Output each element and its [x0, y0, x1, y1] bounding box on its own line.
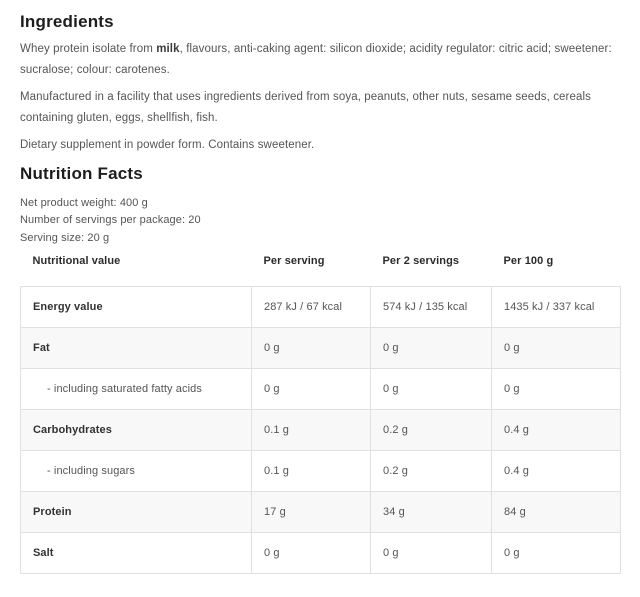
row-label-salt: Salt — [21, 532, 252, 573]
saturated-per-100-g: 0 g — [492, 368, 621, 409]
composition-text-suffix: , flavours, anti-caking agent: silicon dioxide; acidity regulator: citric acid; sweetener: sucralose; colour: carotenes. — [20, 43, 612, 76]
row-label-carbohydrates: Carbohydrates — [21, 409, 252, 450]
nutrition-table-header-row — [21, 255, 621, 287]
ingredients-title: Ingredients — [20, 12, 114, 31]
sugars-per-2-servings: 0.2 g — [371, 450, 492, 491]
energy-per-serving: 287 kJ / 67 kcal — [252, 286, 371, 327]
carbs-per-serving: 0.1 g — [252, 409, 371, 450]
fat-per-100-g: 0 g — [492, 327, 621, 368]
col-header-per-2-servings: Per 2 servings — [382, 254, 460, 267]
table-row-sugars — [21, 450, 621, 491]
table-row-salt — [21, 532, 621, 573]
composition-paragraph — [20, 39, 620, 81]
col-header-nutritional-value: Nutritional value — [32, 254, 121, 267]
row-label-sugars: - including sugars — [21, 450, 252, 491]
table-row-energy-value — [21, 286, 621, 327]
col-header-per-serving: Per serving — [263, 254, 325, 267]
salt-per-100-g: 0 g — [492, 532, 621, 573]
row-label-fat: Fat — [21, 327, 252, 368]
col-header-per-100-g: Per 100 g — [503, 254, 554, 267]
supplement-notice-paragraph: Dietary supplement in powder form. Contains sweetener. — [20, 139, 315, 151]
table-row-saturated-fatty-acids — [21, 368, 621, 409]
saturated-per-serving: 0 g — [252, 368, 371, 409]
protein-per-2-servings: 34 g — [371, 491, 492, 532]
ingredients-section — [20, 12, 620, 156]
saturated-per-2-servings: 0 g — [371, 368, 492, 409]
carbs-per-2-servings: 0.2 g — [371, 409, 492, 450]
protein-per-100-g: 84 g — [492, 491, 621, 532]
protein-per-serving: 17 g — [252, 491, 371, 532]
fat-per-2-servings: 0 g — [371, 327, 492, 368]
net-product-weight: Net product weight: 400 g — [20, 197, 148, 209]
nutrition-facts-section — [20, 164, 620, 574]
nutrition-table — [20, 255, 621, 574]
facility-notice-paragraph: Manufactured in a facility that uses ingredients derived from soya, peanuts, other nuts, sesame seeds, cereals containing gluten, eggs, shellfish, fish. — [20, 91, 591, 124]
carbs-per-100-g: 0.4 g — [492, 409, 621, 450]
table-row-protein — [21, 491, 621, 532]
row-label-saturated-fatty-acids: - including saturated fatty acids — [21, 368, 252, 409]
sugars-per-100-g: 0.4 g — [492, 450, 621, 491]
table-row-carbohydrates — [21, 409, 621, 450]
salt-per-serving: 0 g — [252, 532, 371, 573]
row-label-energy-value: Energy value — [21, 286, 252, 327]
sugars-per-serving: 0.1 g — [252, 450, 371, 491]
energy-per-100-g: 1435 kJ / 337 kcal — [492, 286, 621, 327]
fat-per-serving: 0 g — [252, 327, 371, 368]
table-row-fat — [21, 327, 621, 368]
allergen-milk-bold: milk — [156, 43, 180, 55]
servings-per-package: Number of servings per package: 20 — [20, 214, 201, 227]
nutrition-facts-title: Nutrition Facts — [20, 164, 143, 183]
salt-per-2-servings: 0 g — [371, 532, 492, 573]
energy-per-2-servings: 574 kJ / 135 kcal — [371, 286, 492, 327]
row-label-protein: Protein — [21, 491, 252, 532]
composition-text-prefix: Whey protein isolate from — [20, 43, 157, 55]
serving-size: Serving size: 20 g — [20, 231, 110, 244]
